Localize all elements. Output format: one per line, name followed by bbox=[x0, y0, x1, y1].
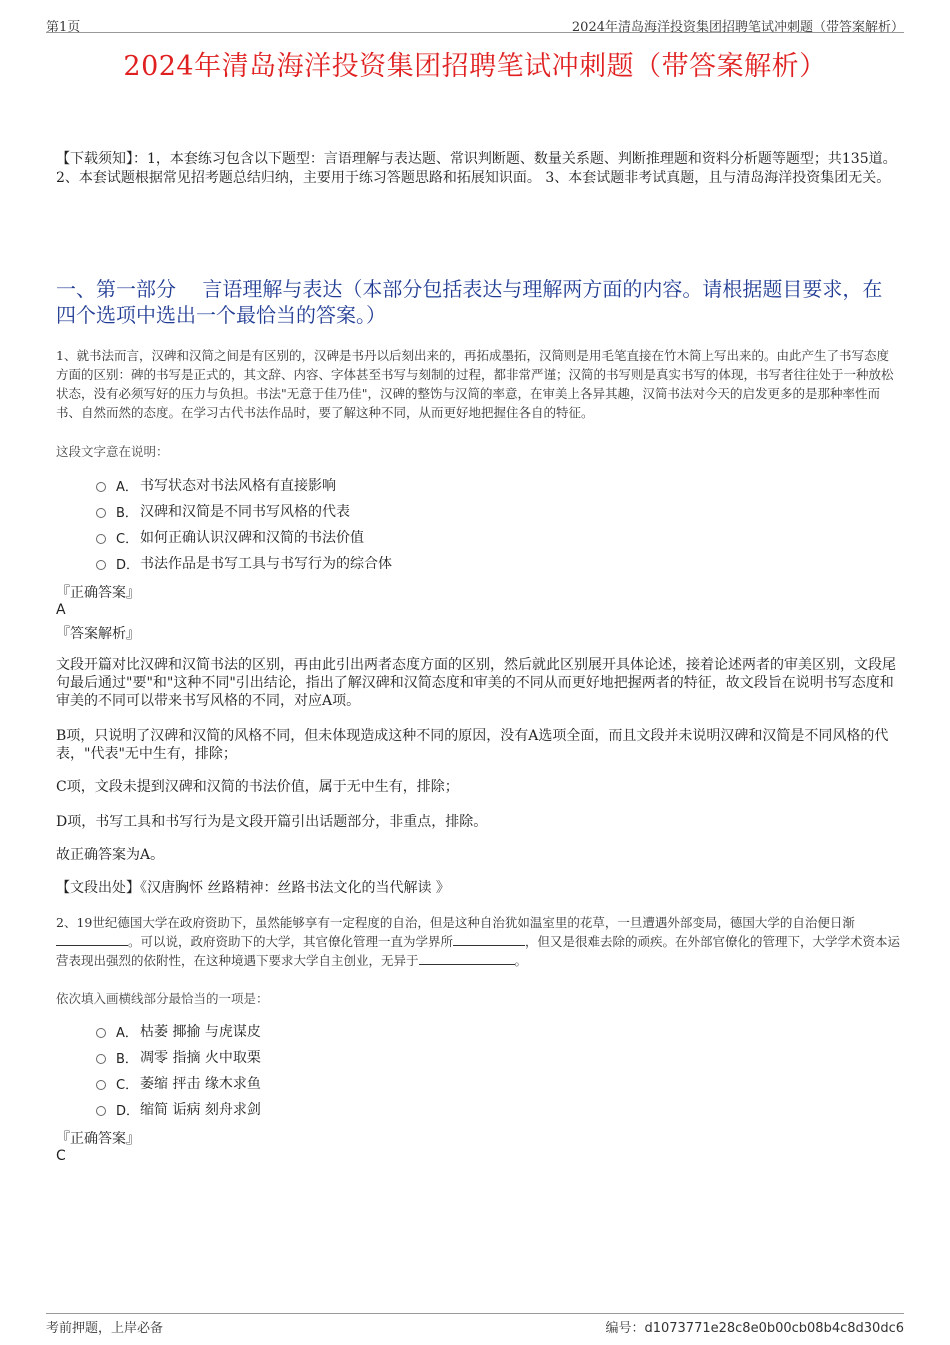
option-a[interactable]: A． 枯萎 揶揄 与虎谋皮 bbox=[96, 1018, 261, 1044]
answer-value: A bbox=[56, 602, 66, 618]
download-notice: 【下载须知】：1，本套练习包含以下题型：言语理解与表达题、常识判断题、数量关系题、判断推理题和资料分析题等题型；共135道。 2、本套试题根据常见招考题总结归纳，主要用于练习答题思路和拓展知识面。 3、本套试题非考试真题，且与清岛海洋投资集团无关。 bbox=[56, 151, 897, 186]
document-title: 2024年清岛海洋投资集团招聘笔试冲刺题（带答案解析） bbox=[123, 51, 827, 82]
analysis-paragraph: 故正确答案为A。 bbox=[56, 847, 165, 863]
header-doc-title: 2024年清岛海洋投资集团招聘笔试冲刺题（带答案解析） bbox=[571, 20, 904, 35]
page-header bbox=[46, 14, 904, 33]
question-1-text: 1、就书法而言，汉碑和汉简之间是有区别的，汉碑是书丹以后刻出来的，再拓成墨拓，汉简则是用毛笔直接在竹木简上写出来的。由此产生了书写态度方面的区别：碑的书写是正式的，其文辞、内容、字体甚至书写与刻制的过程，都非常严谨；汉简的书写则是真实书写的体现，书写者往往处于一种放松状态，没有必须写好的压力与负担。书法"无意于佳乃佳"，汉碑的整饬与汉简的率意，在审美上各异其趣，汉简书法对今天的启发更多的是那种率性而书、自然而然的态度。在学习古代书法作品时，要了解这种不同，从而更好地把握住各自的特征。 bbox=[56, 348, 894, 420]
footer-slogan: 考前押题，上岸必备 bbox=[46, 1321, 164, 1336]
footer-doc-id: 编号：d1073771e28c8e0b00cb08b4c8d30dc6 bbox=[605, 1321, 904, 1336]
radio-icon[interactable] bbox=[96, 1106, 106, 1116]
page-footer bbox=[46, 1313, 904, 1334]
radio-icon[interactable] bbox=[96, 1028, 106, 1038]
option-b[interactable]: B． 凋零 指摘 火中取栗 bbox=[96, 1044, 261, 1070]
analysis-paragraph: 文段开篇对比汉碑和汉简书法的区别，再由此引出两者态度方面的区别，然后就此区别展开具体论述，接着论述两者的审美区别，文段尾句最后通过"要"和"这种不同"引出结论，指出了解汉碑和汉简态度和审美的不同从而更好地把握两者的特征，故文段旨在说明书写态度和审美的不同可以带来书写风格的不同，对应A项。 bbox=[56, 657, 896, 709]
question-1-options bbox=[96, 472, 392, 576]
option-b[interactable]: B． 汉碑和汉简是不同书写风格的代表 bbox=[96, 498, 392, 524]
radio-icon[interactable] bbox=[96, 560, 106, 570]
option-a[interactable]: A． 书写状态对书法风格有直接影响 bbox=[96, 472, 392, 498]
option-d[interactable]: D． 书法作品是书写工具与书写行为的综合体 bbox=[96, 550, 392, 576]
blank-line bbox=[56, 933, 128, 946]
radio-icon[interactable] bbox=[96, 508, 106, 518]
option-c[interactable]: C． 萎缩 抨击 缘木求鱼 bbox=[96, 1070, 261, 1096]
analysis-paragraph: B项，只说明了汉碑和汉简的风格不同，但未体现造成这种不同的原因，没有A选项全面，而且文段并未说明汉碑和汉简是不同风格的代表，"代表"无中生有，排除； bbox=[56, 728, 889, 762]
answer-value: C bbox=[56, 1148, 66, 1164]
blank-line bbox=[419, 952, 515, 965]
option-c[interactable]: C． 如何正确认识汉碑和汉简的书法价值 bbox=[96, 524, 392, 550]
radio-icon[interactable] bbox=[96, 1080, 106, 1090]
radio-icon[interactable] bbox=[96, 1054, 106, 1064]
source-note: 【文段出处】《汉唐胸怀 丝路精神：丝路书法文化的当代解读 》 bbox=[56, 880, 450, 896]
analysis-paragraph: C项，文段未提到汉碑和汉简的书法价值，属于无中生有，排除； bbox=[56, 779, 459, 795]
section-heading: 一、第一部分 言语理解与表达（本部分包括表达与理解两方面的内容。请根据题目要求，在四个选项中选出一个最恰当的答案。） bbox=[56, 277, 883, 327]
blank-line bbox=[453, 933, 525, 946]
radio-icon[interactable] bbox=[96, 534, 106, 544]
answer-label: 『正确答案』 bbox=[56, 1131, 140, 1147]
question-2-options bbox=[96, 1018, 261, 1122]
page-number: 第1页 bbox=[46, 20, 81, 35]
question-2-text: 2、19世纪德国大学在政府资助下，虽然能够享有一定程度的自治，但是这种自治犹如温室里的花草，一旦遭遇外部变局，德国大学的自治便日渐。可以说，政府资助下的大学，其官僚化管理一直为学界所 ，但又是很难去除的顽疾。在外部官僚化的管理下，大学学术资本运营表现出强烈的依附性，在这种境遇下要求大学自主创业，无异于 。 bbox=[56, 915, 901, 968]
question-1-prompt: 这段文字意在说明： bbox=[56, 444, 169, 459]
question-2-prompt: 依次填入画横线部分最恰当的一项是： bbox=[56, 991, 269, 1006]
analysis-label: 『答案解析』 bbox=[56, 626, 140, 642]
radio-icon[interactable] bbox=[96, 482, 106, 492]
answer-label: 『正确答案』 bbox=[56, 585, 140, 601]
option-d[interactable]: D． 缩简 诟病 刻舟求剑 bbox=[96, 1096, 261, 1122]
analysis-paragraph: D项，书写工具和书写行为是文段开篇引出话题部分，非重点，排除。 bbox=[56, 814, 488, 830]
